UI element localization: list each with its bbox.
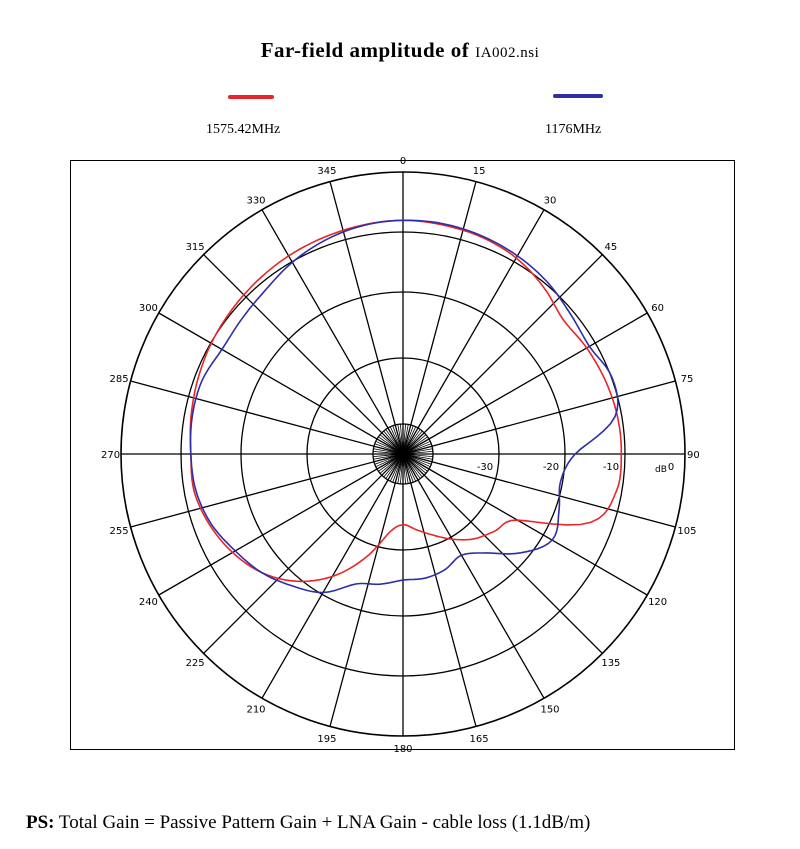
legend-label-1176: 1176MHz <box>545 122 602 137</box>
data-point <box>612 377 613 378</box>
data-point <box>201 380 202 381</box>
angle-tick-label: 135 <box>601 657 621 669</box>
grid-spoke <box>131 381 403 454</box>
data-point <box>432 534 433 535</box>
angle-tick-label: 180 <box>393 744 413 755</box>
data-point <box>516 257 517 258</box>
data-point <box>517 255 518 256</box>
data-point <box>192 416 193 417</box>
angle-tick-label: 240 <box>138 597 158 608</box>
data-point <box>560 481 561 482</box>
data-point <box>621 453 622 454</box>
data-point <box>197 379 198 380</box>
grid-spoke <box>159 313 403 454</box>
grid-spoke <box>403 454 647 595</box>
data-point <box>211 523 212 524</box>
angle-tick-label: 105 <box>677 526 697 538</box>
grid-spoke <box>159 454 403 595</box>
polar-plot-frame <box>70 156 735 755</box>
angle-tick-label: 45 <box>604 242 618 254</box>
angle-tick-label: 165 <box>469 733 489 745</box>
data-point <box>474 538 475 539</box>
data-point <box>209 524 210 525</box>
data-point <box>570 313 571 314</box>
data-point <box>443 223 444 224</box>
angle-tick-label: 270 <box>101 450 121 461</box>
grid-spoke <box>204 255 403 454</box>
data-point <box>325 240 326 241</box>
grid-spoke <box>262 210 403 454</box>
gain-formula: Total Gain = Passive Pattern Gain + LNA Gain - cable loss (1.1dB/m) <box>58 812 591 833</box>
data-point <box>379 584 380 585</box>
data-point <box>485 552 486 553</box>
legend-label-1575: 1575.42MHz <box>206 122 281 137</box>
data-point <box>589 346 590 347</box>
chart-title-filename: IA002.nsi <box>475 45 540 61</box>
data-point <box>332 576 333 577</box>
radial-tick-label: 0 <box>667 462 675 473</box>
data-point <box>461 555 462 556</box>
angle-tick-label: 75 <box>680 373 694 385</box>
data-point <box>586 347 587 348</box>
data-point <box>402 580 403 581</box>
grid-spoke <box>403 381 675 454</box>
data-point <box>402 220 403 221</box>
data-point <box>614 416 615 417</box>
data-point <box>402 524 403 525</box>
data-point <box>616 491 617 492</box>
angle-tick-label: 0 <box>399 156 407 167</box>
data-point <box>590 522 591 523</box>
data-point <box>445 569 446 570</box>
data-point <box>323 592 324 593</box>
data-point <box>452 539 453 540</box>
polar-chart <box>71 156 734 755</box>
data-point <box>265 290 266 291</box>
angle-tick-label: 255 <box>109 526 129 538</box>
angle-tick-label: 330 <box>246 195 266 207</box>
angle-tick-label: 210 <box>246 704 266 716</box>
radial-tick-label: -10 <box>602 462 620 473</box>
data-point <box>563 319 564 320</box>
grid-spoke <box>403 255 602 454</box>
data-point <box>324 237 325 238</box>
angle-tick-label: 120 <box>648 597 668 608</box>
data-point <box>235 550 236 551</box>
data-point <box>605 380 606 381</box>
data-point <box>195 490 196 491</box>
data-point <box>520 552 521 553</box>
chart-title <box>0 38 800 63</box>
angle-tick-label: 300 <box>138 303 158 314</box>
data-point <box>211 343 212 344</box>
grid-spoke <box>403 454 675 527</box>
data-point <box>231 310 232 311</box>
radial-tick-label: -30 <box>476 462 494 473</box>
angle-tick-label: 195 <box>317 733 337 745</box>
radial-unit-label: dB <box>655 465 667 475</box>
data-point <box>190 453 191 454</box>
radial-tick-label: -20 <box>542 462 560 473</box>
data-point <box>292 262 293 263</box>
grid-spoke <box>403 454 476 726</box>
grid-spoke <box>131 454 403 527</box>
angle-tick-label: 345 <box>317 166 337 178</box>
angle-tick-label: 30 <box>543 195 557 207</box>
data-point <box>617 416 618 417</box>
footer-note <box>26 812 590 834</box>
data-point <box>193 490 194 491</box>
data-point <box>261 572 262 573</box>
series-line-1176mhz <box>191 220 618 592</box>
angle-tick-label: 225 <box>185 657 205 669</box>
angle-tick-label: 315 <box>185 242 205 254</box>
chart-title-text: Far-field amplitude of <box>260 38 470 62</box>
angle-tick-label: 15 <box>472 166 486 178</box>
data-point <box>575 453 576 454</box>
grid-spoke <box>403 313 647 454</box>
data-point <box>232 552 233 553</box>
data-point <box>296 581 297 582</box>
data-point <box>288 255 289 256</box>
data-point <box>241 318 242 319</box>
data-point <box>292 585 293 586</box>
legend-swatch-1176 <box>553 94 603 98</box>
angle-tick-label: 60 <box>651 303 664 314</box>
data-point <box>543 286 544 287</box>
angle-tick-label: 90 <box>687 450 700 461</box>
data-point <box>389 532 390 533</box>
angle-tick-label: 150 <box>540 704 560 716</box>
grid-spoke <box>330 454 403 726</box>
ps-label: PS: <box>26 812 55 833</box>
data-point <box>494 531 495 532</box>
data-point <box>362 225 363 226</box>
legend-swatch-1575 <box>228 95 274 99</box>
data-point <box>365 557 366 558</box>
grid-spoke <box>403 454 544 698</box>
data-point <box>355 583 356 584</box>
data-point <box>416 529 417 530</box>
data-point <box>517 520 518 521</box>
data-point <box>482 236 483 237</box>
angle-tick-label: 285 <box>109 373 129 385</box>
data-point <box>558 510 559 511</box>
data-point <box>424 578 425 579</box>
data-point <box>547 281 548 282</box>
data-point <box>221 349 222 350</box>
grid-spoke <box>403 210 544 454</box>
data-point <box>257 280 258 281</box>
grid-spoke <box>330 182 403 454</box>
data-point <box>552 540 553 541</box>
